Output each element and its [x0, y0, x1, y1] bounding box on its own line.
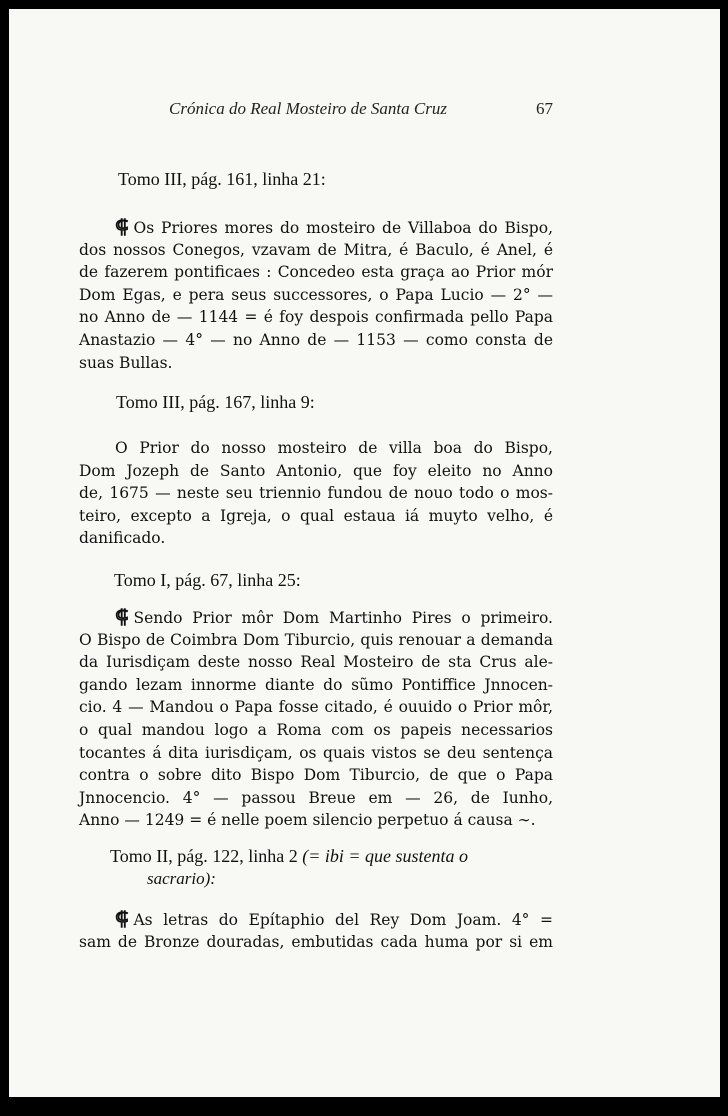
text-line: Dom Jozeph de Santo Antonio, que foy eleito no Anno — [79, 461, 553, 480]
pilcrow-icon: ⸿ — [115, 216, 129, 238]
reference-3: Tomo I, pág. 67, linha 25: — [114, 570, 301, 590]
text-line: no Anno de — 1144 = é foy despois confirmada pello Papa — [79, 308, 553, 327]
text-line: dos nossos Conegos, vzavam de Mitra, é Baculo, é Anel, é — [79, 240, 553, 259]
book-page — [9, 9, 720, 1097]
text-line: contra o sobre dito Bispo Dom Tiburcio, de que o Papa — [79, 766, 553, 785]
paragraph-4 — [79, 908, 553, 953]
text-line: suas Bullas. — [79, 353, 173, 372]
text-line: O Prior do nosso mosteiro de villa boa do Bispo, — [115, 439, 553, 457]
text-line: cio. 4 — Mandou o Papa fosse citado, é ouuido o Prior môr, — [79, 698, 553, 717]
text-line: de fazerem pontificaes : Concedeo esta graça ao Prior mór — [79, 263, 553, 282]
text-line: danificado. — [79, 529, 166, 548]
pilcrow-icon: ⸿ — [115, 908, 129, 930]
text-line: Jnnocencio. 4° — passou Breue em — 26, de Iunho, — [79, 788, 553, 807]
text-line: tocantes á dita iurisdiçam, os quais vistos se deu sentença — [79, 743, 553, 762]
paragraph-2 — [79, 437, 553, 550]
paragraph-1 — [79, 216, 553, 374]
text-line: gando lezam innorme diante do sũmo Pontiffice Jnnocen- — [79, 675, 553, 694]
reference-2: Tomo III, pág. 167, linha 9: — [116, 392, 315, 412]
text-line: Anastazio — 4° — no Anno de — 1153 — como consta de — [79, 330, 553, 349]
page-header — [9, 99, 720, 125]
text-line: da Iurisdiçam deste nosso Real Mosteiro de sta Crus ale- — [79, 653, 553, 672]
text-line: Dom Egas, e pera seus successores, o Papa Lucio — 2° — — [79, 285, 553, 304]
text-line: ⸿ Sendo Prior môr Dom Martinho Pires o primeiro. — [115, 606, 553, 628]
reference-note: (= ibi = que sustenta o — [302, 846, 468, 866]
text-line: ⸿ As letras do Epítaphio del Rey Dom Joam. 4° = — [115, 908, 553, 930]
reference-4: Tomo II, pág. 122, linha 2 (= ibi = que sustenta o — [110, 846, 468, 866]
running-title: Crónica do Real Mosteiro de Santa Cruz — [169, 99, 447, 118]
text-line: o qual mandou logo a Roma com os papeis necessarios — [79, 720, 553, 739]
page-number: 67 — [536, 99, 553, 118]
text-line: ⸿ Os Priores mores do mosteiro de Villaboa do Bispo, — [115, 216, 553, 238]
text-line: Anno — 1249 = é nelle poem silencio perpetuo á causa ∼. — [79, 811, 536, 830]
text-line: O Bispo de Coimbra Dom Tiburcio, quis renouar a demanda — [79, 630, 553, 649]
reference-note-cont: sacrario): — [147, 869, 216, 888]
text-line: teiro, excepto a Igreja, o qual estaua iá muyto velho, é — [79, 506, 553, 525]
reference-1: Tomo III, pág. 161, linha 21: — [118, 169, 326, 189]
text-line: sam de Bronze douradas, embutidas cada huma por si em — [79, 932, 553, 951]
paragraph-3 — [79, 606, 553, 832]
text-line: de, 1675 — neste seu triennio fundou de nouo todo o mos- — [79, 484, 553, 503]
pilcrow-icon: ⸿ — [115, 606, 129, 628]
